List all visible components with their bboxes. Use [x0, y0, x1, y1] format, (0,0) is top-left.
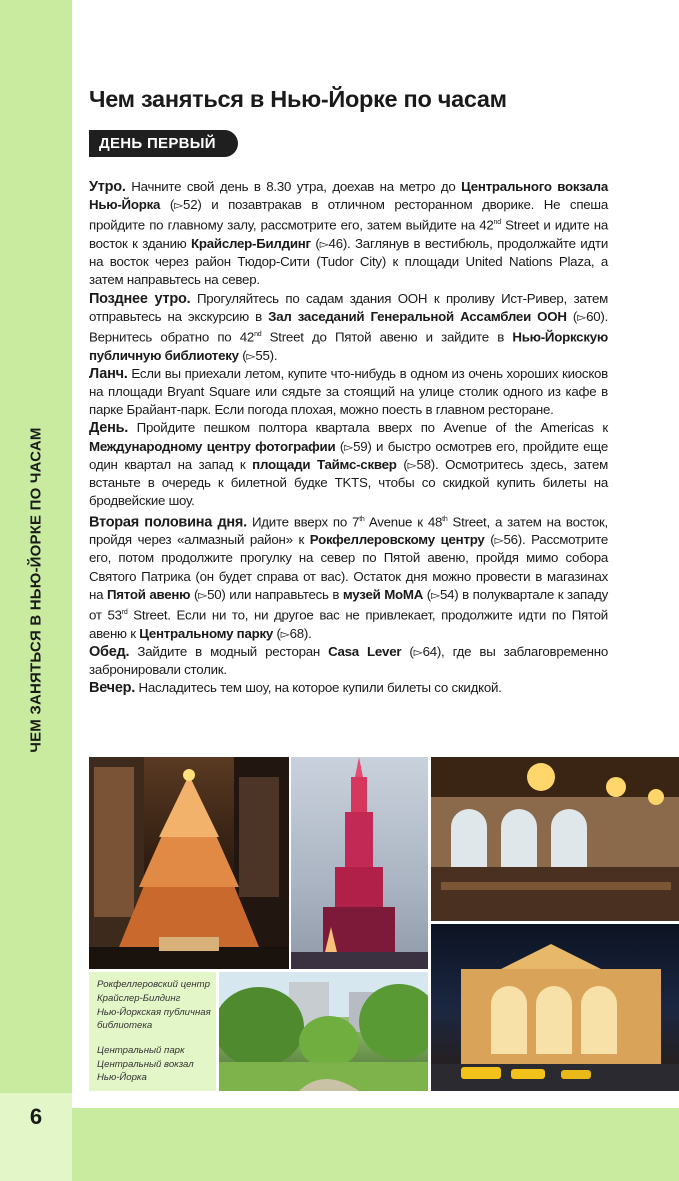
caption-library: Нью-Йоркская публичная библиотека	[97, 1007, 211, 1031]
photo-captions	[89, 972, 216, 1091]
paragraph-late-morning: Позднее утро. Прогуляйтесь по садам здания ООН к проливу Ист-Ривер, затем отправьтесь на экскурсию в Зал заседаний Генеральной Ассамблеи ООН (▻60). Вернитесь обратно по 42nd Street до Пятой авеню и зайдите в Нью-Йоркскую публичную библиотеку (▻55).	[89, 290, 609, 363]
page-title: Чем заняться в Нью-Йорке по часам	[89, 86, 507, 112]
page-ref-icon: ▻	[413, 644, 423, 659]
page-ref-icon: ▻	[198, 587, 208, 602]
page-ref-icon: ▻	[407, 457, 417, 472]
itinerary-text	[89, 178, 608, 697]
page-ref-icon: ▻	[280, 626, 290, 641]
paragraph-second-half: Вторая половина дня. Идите вверх по 7th Avenue к 48th Street, а затем на восток, пройдя через «алмазный район» к Рокфеллеровскому центру (▻56). Рассмотрите его, потом продолжите прогулку на север по Пятой авеню, пройдя мимо собора Святого Патрика (он будет справа от вас). Остаток дня можно провести в магазинах на Пятой авеню (▻50) или направьтесь в музей МоМА (▻54) в полуквартале к западу от 53rd Street. Если ни то, ни другое вас не привлекает, продолжите идти по Пятой авеню к Центральному парку (▻68).	[89, 513, 608, 641]
caption-chrysler: Крайслер-Билдинг	[97, 993, 181, 1004]
photo-chrysler-building	[291, 757, 428, 969]
paragraph-afternoon: День. Пройдите пешком полтора квартала вверх по Avenue of the Americas к Международному центру фотографии (▻59) и быстро осмотрев его, пройдите еще один квартал на запад к площади Таймс-сквер (▻58). Осмотритесь здесь, затем встаньте в очередь к билетной будке TKTS, чтобы со скидкой купить билеты на бродвейские шоу.	[89, 420, 608, 509]
page-ref-icon: ▻	[430, 587, 440, 602]
paragraph-morning: Утро. Начните свой день в 8.30 утра, доехав на метро до Центрального вокзала Нью-Йорка (▻52) и позавтракав в отличном ресторанном дворике. Не спеша пройдите по главному залу, рассмотрите его, затем выйдите на 42nd Street и идите на восток к зданию Крайслер-Билдинг (▻46). Заглянув в вестибюль, продолжайте идти на восток через район Тюдор-Сити (Tudor City) к площади United Nations Plaza, а затем направьтесь на север.	[89, 179, 609, 288]
photo-public-library	[431, 757, 679, 921]
page-ref-icon: ▻	[344, 439, 354, 454]
caption-grand-central: Центральный вокзал Нью-Йорка	[97, 1059, 194, 1083]
section-vertical-label: ЧЕМ ЗАНЯТЬСЯ В НЬЮ-ЙОРКЕ ПО ЧАСАМ	[27, 427, 45, 753]
paragraph-dinner: Обед. Зайдите в модный ресторан Casa Lever (▻64), где вы заблаговременно забронировали столик.	[89, 643, 608, 677]
page-ref-icon: ▻	[246, 348, 256, 363]
photo-grand-central	[431, 924, 679, 1091]
footer-band	[72, 1108, 679, 1181]
caption-central-park: Центральный парк	[97, 1045, 185, 1056]
photo-central-park	[219, 972, 428, 1091]
paragraph-lunch: Ланч. Если вы приехали летом, купите что-нибудь в одном из очень хороших киосков на площади Bryant Square или сядьте за стоящий на улице столик одного из кафе в парке Брайант-парк. Если погода плохая, можно поесть в главном ресторане.	[89, 365, 608, 418]
page-ref-icon: ▻	[494, 533, 504, 548]
page-ref-icon: ▻	[174, 198, 184, 213]
paragraph-evening: Вечер. Насладитесь тем шоу, на которое купили билеты со скидкой.	[89, 680, 502, 697]
day-badge: ДЕНЬ ПЕРВЫЙ	[89, 130, 238, 157]
photo-rockefeller-center	[89, 757, 289, 969]
page-ref-icon: ▻	[577, 309, 587, 324]
page-ref-icon: ▻	[319, 237, 329, 252]
caption-rockefeller: Рокфеллеровский центр	[97, 979, 210, 990]
page-number: 6	[29, 1104, 43, 1129]
sidebar	[0, 0, 72, 1181]
